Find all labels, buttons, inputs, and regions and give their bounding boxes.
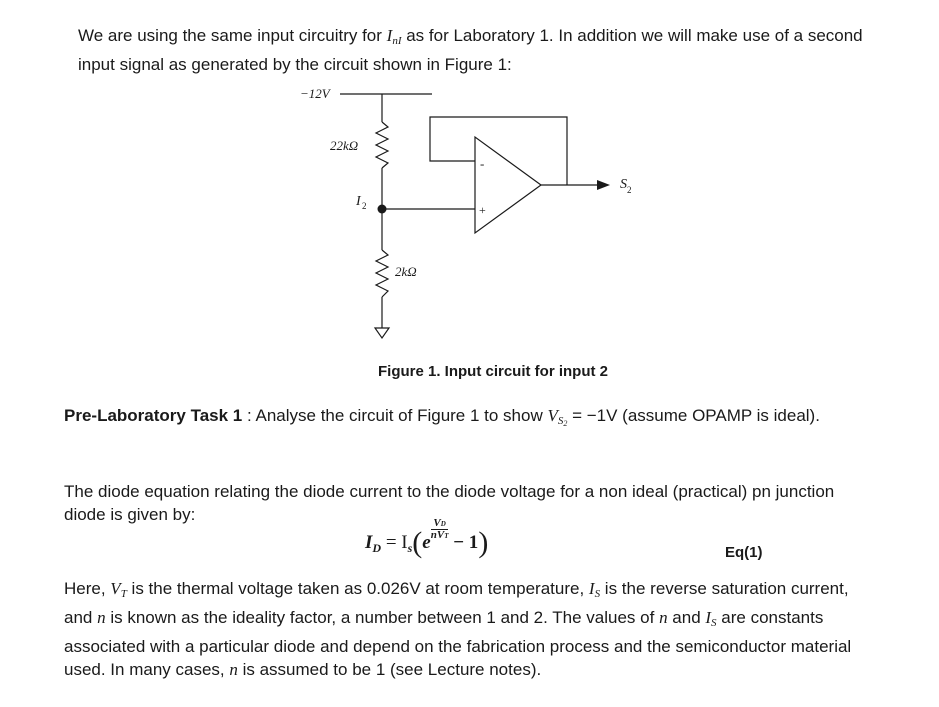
ground-symbol xyxy=(375,328,389,338)
intro-text-1: We are using the same input circuitry for xyxy=(78,26,387,45)
task-paragraph xyxy=(64,404,864,435)
plus-input-label: + xyxy=(479,203,486,217)
feedback-wire xyxy=(430,117,567,185)
output-label: S xyxy=(620,177,627,192)
diode-equation xyxy=(365,517,489,563)
opamp-triangle xyxy=(475,137,541,233)
resistor-2k xyxy=(376,250,388,297)
node-label-sub: 2 xyxy=(362,201,367,211)
var-vt: $V_T$ xyxy=(110,579,127,600)
eq-mid-sub: s xyxy=(407,541,413,555)
eq-e: e xyxy=(422,532,431,553)
eq-paren-open: ( xyxy=(412,526,423,559)
equation-label: Eq(1) xyxy=(725,544,763,561)
eq-exponent: $\frac{VD}{\text{nVT}}$ xyxy=(430,517,449,541)
var-n: n xyxy=(659,608,668,627)
task-title: Pre-Laboratory Task 1 xyxy=(64,406,243,425)
eq-paren-close: ) xyxy=(478,526,489,559)
var-n: n xyxy=(229,660,238,679)
figure-caption: Figure 1. Input circuit for input 2 xyxy=(378,363,609,380)
minus-input-label: - xyxy=(480,156,485,171)
r1-label: 22kΩ xyxy=(330,138,359,153)
eq-lhs-sub: D xyxy=(372,541,382,555)
var-n: n xyxy=(97,608,106,627)
var-is: $I_S$ xyxy=(588,579,601,600)
var-is: $I_S$ xyxy=(705,608,717,629)
output-label-sub: 2 xyxy=(627,185,632,195)
eq-minus: − 1 xyxy=(448,532,479,553)
node-label: I xyxy=(356,194,361,209)
var-i-ni: $I_{nI}$ xyxy=(386,26,402,47)
output-arrow-icon xyxy=(597,180,610,190)
intro-text-2: as for Laboratory 1. In addition we will make use of a second input signal as generated by the circuit shown in Figure 1: xyxy=(78,26,863,74)
var-vs2: $V_{S2}$ xyxy=(547,406,568,428)
resistor-22k xyxy=(376,122,388,168)
eq-mid: = I xyxy=(381,532,408,553)
diode-intro: The diode equation relating the diode current to the diode voltage for a non ideal (practical) pn junction diode is given by: xyxy=(64,482,835,524)
node-dot xyxy=(378,205,387,214)
explanation-paragraph: Here, $V_T$ is the thermal voltage taken as 0.026V at room temperature, $I_S$ is the reverse saturation current, and n is known as the ideality factor, a number between 1 and 2. The values of n and $I_S$ are constants associated with a particular diode and depend on the fabrication process and the semiconductor material used. In many cases, n is assumed to be 1 (see Lecture notes). xyxy=(64,579,852,679)
task-text-2: = −1V (assume OPAMP is ideal). xyxy=(567,406,820,425)
supply-label: −12V xyxy=(300,86,330,101)
task-text-1: : Analyse the circuit of Figure 1 to show xyxy=(242,406,548,425)
eq-lhs: I xyxy=(365,532,373,553)
r2-label: 2kΩ xyxy=(395,264,417,279)
